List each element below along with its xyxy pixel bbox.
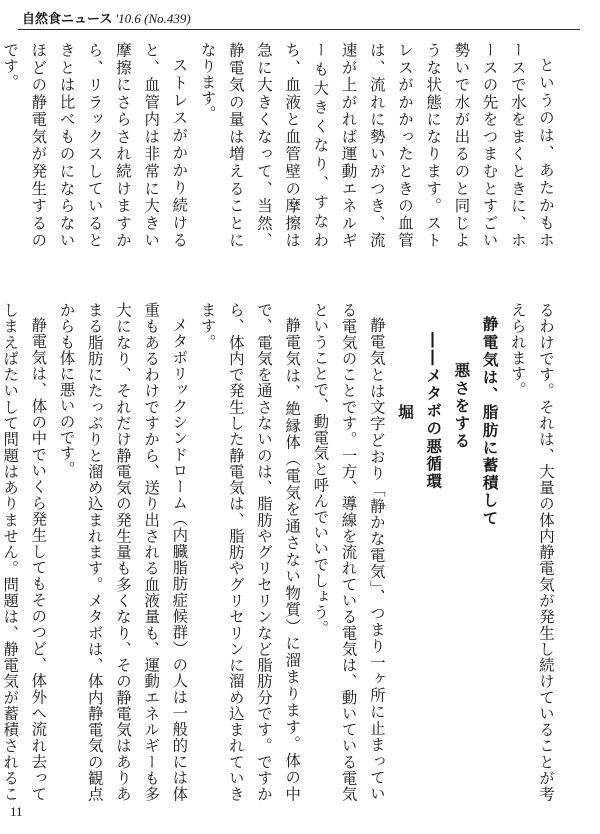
paragraph: というのは、あたかもホースで水をまくときに、ホースの先をつまむとすごい勢いで水が出るのと同じような状態になります。ストレスがかかったときの血管は、流れに勢いがつき、流速が上がれば運動エネルギーも大きくなり、すなわち、血液と血管壁の摩擦は急に大きくなって、当然、静電気の量は増えることになります。 bbox=[198, 42, 555, 248]
paragraph: メタボリックシンドローム（内臓脂肪症候群）の人は一般的には体重もあるわけですから、送り出される血液量も、運動エネルギーも多大になり、それだけ静電気の発生量も多くなり、その静電気はありあまる脂肪にたっぷりと溜め込まれます。メタボは、体内静電気の観点からも体に悪いのです。 bbox=[57, 302, 189, 802]
lower-text-block bbox=[1, 302, 560, 802]
section-heading-line-1: 静電気は、脂肪に蓄積して bbox=[480, 316, 499, 528]
issue-number: '10.6 (No.439) bbox=[115, 11, 191, 26]
magazine-title: 自然食ニュース bbox=[22, 12, 113, 27]
page-number: 11 bbox=[10, 804, 23, 819]
header-rule bbox=[18, 29, 580, 30]
author-name: 堀 bbox=[395, 404, 414, 422]
section-heading-line-3: ――メタボの悪循環 bbox=[424, 332, 443, 491]
paragraph: ストレスがかかり続けると、血管内は非常に大きい摩擦にさらされ続けますから、リラックスしているときとは比べものにならないほどの静電気が発生するのです。 bbox=[1, 42, 189, 248]
paragraph: 静電気とは文字どおり「静かな電気」、つまり一ヶ所に止まっている電気のことです。一方、導線を流れている電気は、動いている電気ということで、動電気と呼んでいいでしょう。 bbox=[311, 302, 386, 802]
paragraph: 静電気は、絶縁体（電気を通さない物質）に溜まります。体の中で、電気を通さないのは、脂肪やグリセリンなど脂肪分です。ですから、体内で発生した静電気は、脂肪やグリセリンに溜め込まれていきます。 bbox=[198, 302, 302, 802]
paragraph: 静電気は、体の中でいくら発生してもそのつど、体外へ流れ去ってしまえばたいして問題はありません。問題は、静電気が蓄積されるこ bbox=[1, 302, 48, 802]
paragraph: るわけです。それは、大量の体内静電気が発生し続けていることが考えられます。 bbox=[508, 302, 555, 802]
section-heading-line-2: 悪さをする bbox=[452, 362, 471, 450]
magazine-header bbox=[22, 8, 191, 27]
upper-text-block bbox=[1, 42, 560, 248]
